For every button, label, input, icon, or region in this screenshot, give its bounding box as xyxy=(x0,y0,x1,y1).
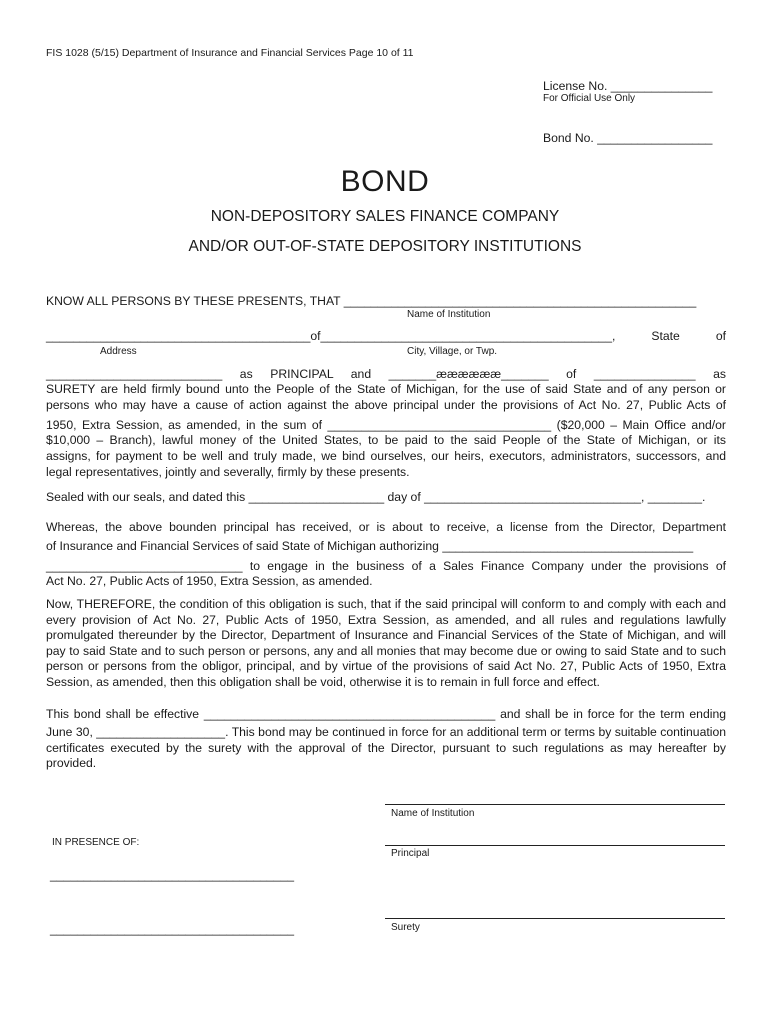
legal-representatives-line: legal representatives, jointly and severally, firmly by these presents. xyxy=(46,465,410,479)
subtitle-line-1: NON-DEPOSITORY SALES FINANCE COMPANY xyxy=(210,208,560,225)
surety-bound-line: SURETY are held firmly bound unto the People of the State of Michigan, for the use of said State and of any person or xyxy=(46,382,726,396)
bond-number-field[interactable]: Bond No. _________________ xyxy=(543,131,713,145)
page-title: BOND xyxy=(340,165,430,198)
address-line[interactable]: _______________________________________of___________________________________________, State of xyxy=(46,329,726,343)
know-all-persons-line[interactable]: KNOW ALL PERSONS BY THESE PRESENTS, THAT ____________________________________________________ xyxy=(46,294,697,308)
subtitle-line-2: AND/OR OUT-OF-STATE DEPOSITORY INSTITUTIONS xyxy=(188,238,582,255)
whereas-line-1: Whereas, the above bounden principal has received, or is about to receive, a license from the Director, Department xyxy=(46,520,726,534)
whereas-line-2[interactable]: of Insurance and Financial Services of said State of Michigan authorizing _____________________________________ xyxy=(46,539,694,553)
address-caption: Address xyxy=(100,346,137,357)
name-of-institution-caption: Name of Institution xyxy=(407,309,491,320)
persons-line: persons who may have a cause of action against the above principal under the provisions of Act No. 27, Public Acts of xyxy=(46,398,726,412)
now-therefore-paragraph: Now, THEREFORE, the condition of this obligation is such, that if the said principal will conform to and comply with each and every provision of Act No. 27, Public Acts of 1950, Extra Session, as amended, and all rules and regulations lawfully promulgated thereunder by the Director, Department of Insurance and Financial Services of the State of Michigan, and will pay to said State and to such person or persons, any and all monies that may become due or owing to said State and to such person or persons from the obligor, principal, and by virtue of the provisions of said Act No. 27, Public Acts of 1950, Extra Session, as amended, then this obligation shall be void, otherwise it is to remain in full force and effect. xyxy=(46,597,726,689)
surety-caption: Surety xyxy=(391,922,420,933)
license-number-field[interactable]: License No. _______________ xyxy=(543,79,713,93)
effective-paragraph[interactable]: June 30, ___________________. This bond may be continued in force for an additional term or terms by suitable continuation certificates executed by the surety with the approval of the Director, pursuant to such regulations as may hereafter by provided. xyxy=(46,725,726,770)
sealed-date-line[interactable]: Sealed with our seals, and dated this ____________________ day of ________________________________, ________. xyxy=(46,490,706,504)
sum-line[interactable]: 1950, Extra Session, as amended, in the sum of _________________________________ ($20,000 – Main Office and/or xyxy=(46,418,726,432)
effective-line[interactable]: This bond shall be effective ___________________________________________ and shall be in force for the term ending xyxy=(46,707,726,721)
in-presence-of-label: IN PRESENCE OF: xyxy=(52,837,140,848)
official-use-caption: For Official Use Only xyxy=(543,93,636,104)
witness-signature-line-1[interactable]: ____________________________________ xyxy=(50,868,295,882)
surety-signature-line[interactable] xyxy=(385,918,725,919)
branch-line: $10,000 – Branch), lawful money of the United States, to be paid to the said People of the State of Michigan, or its xyxy=(46,433,726,447)
whereas-line-4: Act No. 27, Public Acts of 1950, Extra Session, as amended. xyxy=(46,574,373,588)
principal-signature-line[interactable] xyxy=(385,845,725,846)
principal-surety-line[interactable]: __________________________ as PRINCIPAL and _______ææææææ_______ of _______________ as xyxy=(46,367,726,381)
form-id-header: FIS 1028 (5/15) Department of Insurance and Financial Services Page 10 of 11 xyxy=(46,47,414,59)
whereas-line-3[interactable]: _____________________________ to engage in the business of a Sales Finance Company under the provisions of xyxy=(46,559,726,573)
name-of-institution-signature-caption: Name of Institution xyxy=(391,808,475,819)
principal-caption: Principal xyxy=(391,848,430,859)
city-caption: City, Village, or Twp. xyxy=(407,346,498,357)
institution-signature-line[interactable] xyxy=(385,804,725,805)
witness-signature-line-2[interactable]: ____________________________________ xyxy=(50,922,295,936)
assigns-line: assigns, for payment to be well and truly made, we bind ourselves, our heirs, executors, administrators, successors, and xyxy=(46,449,726,463)
